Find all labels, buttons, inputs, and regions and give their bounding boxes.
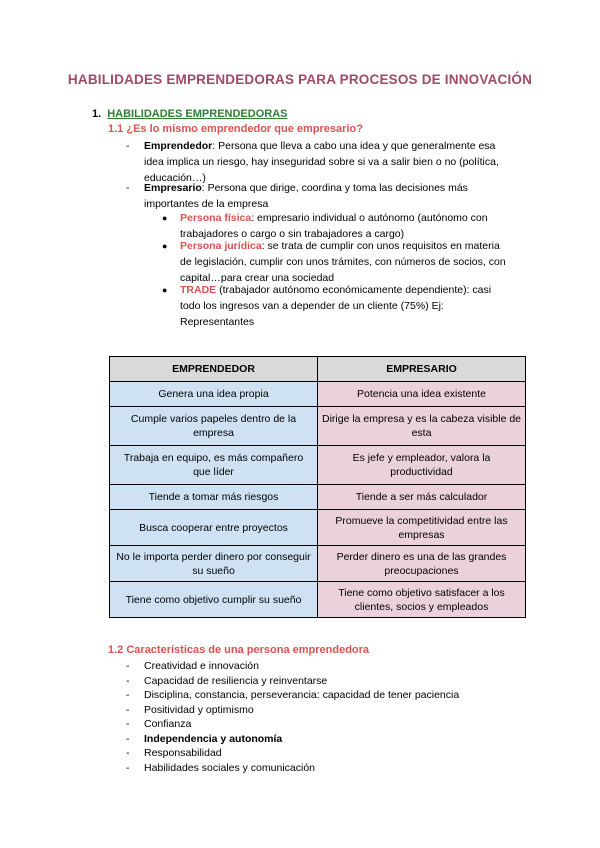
dash-marker: - [126,733,130,745]
definition-persona-juridica: : se trata de cumplir con unos requisitos en materia de legislación, cumplir con unos trámites, con números de socios, con capital…para crear una sociedad [180,240,506,284]
characteristic-text: Habilidades sociales y comunicación [144,762,316,774]
table-row [110,407,526,446]
characteristic-text: Responsabilidad [144,747,222,759]
characteristic-item [126,746,506,761]
characteristic-item [126,659,506,674]
header-empresario: EMPRESARIO [318,357,526,382]
dash-marker: - [126,689,130,701]
dash-marker: - [126,747,130,759]
characteristic-item [126,761,506,776]
table-row [110,382,526,407]
bullet-trade [162,282,508,330]
section-1-heading [92,108,287,120]
characteristic-item [126,688,506,703]
table-row [110,582,526,618]
table-cell-emprendedor: Busca cooperar entre proyectos [110,510,318,546]
characteristic-text: Creatividad e innovación [144,660,259,672]
section-title: HABILIDADES EMPRENDEDORAS [107,108,288,120]
document-title: HABILIDADES EMPRENDEDORAS PARA PROCESOS DE INNOVACIÓN [67,72,533,87]
table-cell-emprendedor: Genera una idea propia [110,382,318,407]
table-cell-emprendedor: Cumple varios papeles dentro de la empresa [110,407,318,446]
characteristic-item [126,674,506,689]
term-emprendedor: Emprendedor [144,140,213,152]
table-cell-empresario: Perder dinero es una de las grandes preocupaciones [318,546,526,582]
comparison-table [109,356,526,618]
table-cell-emprendedor: No le importa perder dinero por conseguir su sueño [110,546,318,582]
table-header-row [110,357,526,382]
characteristic-item [126,732,506,747]
characteristic-text: Positividad y optimismo [144,704,254,716]
table-cell-emprendedor: Tiende a tomar más riesgos [110,485,318,510]
dash-marker: - [126,660,130,672]
characteristic-item [126,703,506,718]
term-persona-juridica: Persona jurídica [180,240,262,252]
table-row [110,546,526,582]
table-cell-empresario: Potencia una idea existente [318,382,526,407]
characteristic-item [126,717,506,732]
dash-marker: - [126,675,130,687]
list-item-empresario [126,180,506,212]
table-cell-emprendedor: Tiene como objetivo cumplir su sueño [110,582,318,618]
table-row [110,446,526,485]
table-cell-emprendedor: Trabaja en equipo, es más compañero que líder [110,446,318,485]
dash-marker: - [126,140,130,152]
bullet-persona-juridica [162,238,508,286]
table-row [110,510,526,546]
bullet-marker: ● [162,241,168,251]
table-cell-empresario: Dirige la empresa y es la cabeza visible de esta [318,407,526,446]
dash-marker: - [126,762,130,774]
dash-marker: - [126,182,130,194]
header-emprendedor: EMPRENDEDOR [110,357,318,382]
list-item-emprendedor [126,138,506,186]
subsection-1-2-heading: 1.2 Características de una persona emprendedora [108,644,370,656]
characteristic-text: Capacidad de resiliencia y reinventarse [144,675,328,687]
term-empresario: Empresario [144,182,202,194]
dash-marker: - [126,718,130,730]
bullet-marker: ● [162,285,168,295]
table-cell-empresario: Promueve la competitividad entre las empresas [318,510,526,546]
characteristic-text: Confianza [144,718,192,730]
definition-emprendedor: : Persona que lleva a cabo una idea y que generalmente esa idea implica un riesgo, hay inseguridad sobre si va a salir bien o no (política, educación…) [144,140,499,184]
table-cell-empresario: Es jefe y empleador, valora la productividad [318,446,526,485]
term-trade: TRADE [180,284,217,296]
characteristic-text: Independencia y autonomía [144,733,283,745]
dash-marker: - [126,704,130,716]
definition-persona-fisica: : empresario individual o autónomo (autónomo con trabajadores o cargo o sin trabajadores a cargo) [180,212,488,240]
term-persona-fisica: Persona física [180,212,252,224]
table-cell-empresario: Tiende a ser más calculador [318,485,526,510]
section-number: 1. [92,108,102,120]
characteristic-text: Disciplina, constancia, perseverancia: capacidad de tener paciencia [144,689,460,701]
subsection-1-1-heading: 1.1 ¿Es lo mismo emprendedor que empresario? [108,123,363,135]
definition-empresario: : Persona que dirige, coordina y toma las decisiones más importantes de la empresa [144,182,468,210]
table-row [110,485,526,510]
bullet-marker: ● [162,213,168,223]
definition-trade: (trabajador autónomo económicamente dependiente): casi todo los ingresos van a depender de un cliente (75%) Ej: Representantes [180,284,492,328]
table-cell-empresario: Tiene como objetivo satisfacer a los clientes, socios y empleados [318,582,526,618]
